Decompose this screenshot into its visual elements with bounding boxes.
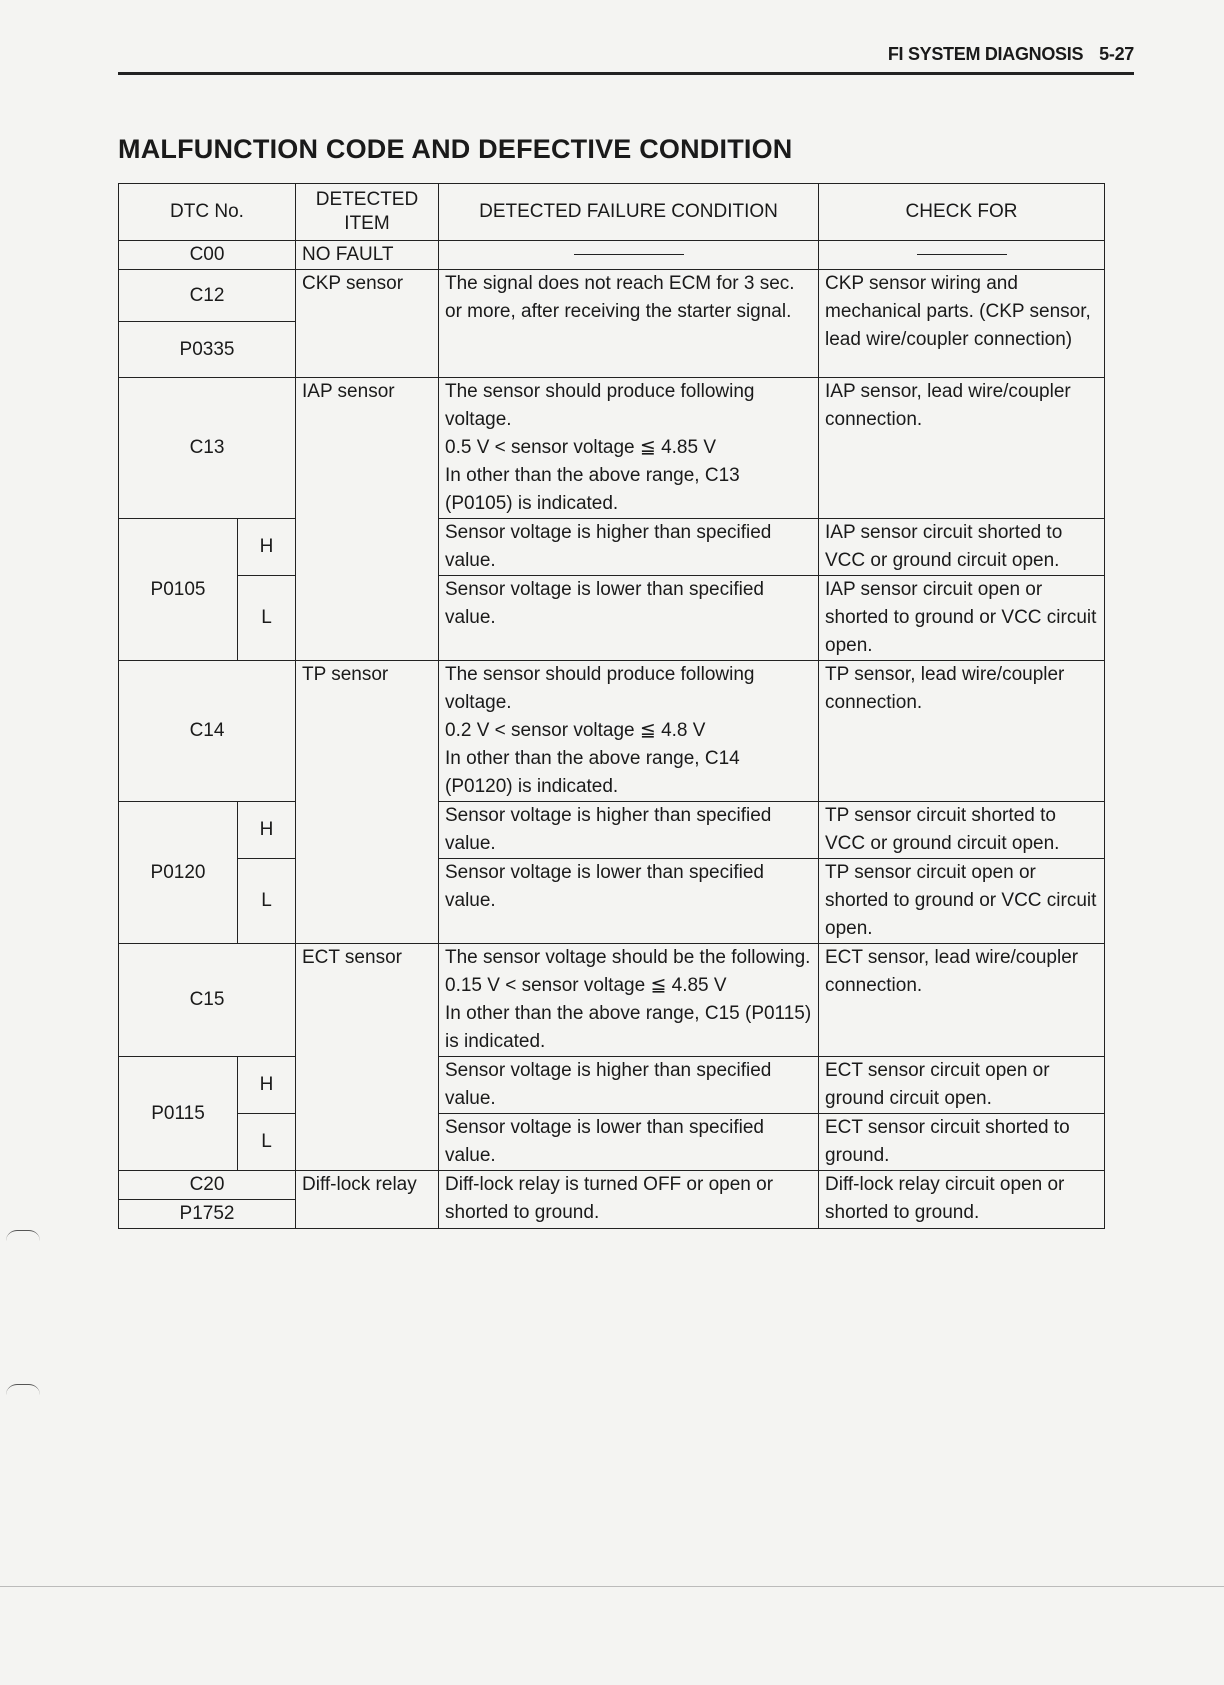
dtc-table (118, 183, 1105, 1229)
detected-item: Diff-lock relay (296, 1171, 439, 1229)
dtc-code: P0120 (119, 802, 238, 944)
failure-condition (439, 944, 819, 1057)
col-header-dtc: DTC No. (119, 184, 296, 241)
table-row (119, 270, 1105, 322)
dtc-code: P0335 (119, 322, 296, 378)
table-row (119, 1171, 1105, 1200)
dtc-code: C20 (119, 1171, 296, 1200)
dash-cell (819, 241, 1105, 270)
condition-range: 0.5 V < sensor voltage ≦ 4.85 V (445, 437, 717, 458)
condition-range: 0.2 V < sensor voltage ≦ 4.8 V (445, 720, 706, 741)
check-for: ECT sensor, lead wire/coupler connection. (819, 944, 1105, 1057)
check-for: TP sensor circuit shorted to VCC or ground circuit open. (819, 802, 1105, 859)
failure-condition: Diff-lock relay is turned OFF or open or shorted to ground. (439, 1171, 819, 1229)
condition-line: In other than the above range, C15 (P0115) is indicated. (445, 1003, 812, 1052)
check-for: TP sensor circuit open or shorted to ground or VCC circuit open. (819, 859, 1105, 944)
dash-cell (439, 241, 819, 270)
failure-condition: Sensor voltage is lower than specified value. (439, 576, 819, 661)
check-for: IAP sensor circuit shorted to VCC or ground circuit open. (819, 519, 1105, 576)
condition-line: The sensor voltage should be the following. (445, 947, 811, 968)
detected-item: ECT sensor (296, 944, 439, 1171)
failure-condition (439, 378, 819, 519)
check-for: ECT sensor circuit open or ground circuit open. (819, 1057, 1105, 1114)
check-for: IAP sensor, lead wire/coupler connection. (819, 378, 1105, 519)
condition-line: The sensor should produce following voltage. (445, 664, 755, 713)
table-row (119, 944, 1105, 1057)
failure-condition: Sensor voltage is higher than specified value. (439, 802, 819, 859)
check-for: IAP sensor circuit open or shorted to ground or VCC circuit open. (819, 576, 1105, 661)
check-for: ECT sensor circuit shorted to ground. (819, 1114, 1105, 1171)
dtc-code: P0115 (119, 1057, 238, 1171)
level-label: H (238, 1057, 296, 1114)
level-label: L (238, 1114, 296, 1171)
section-title: FI SYSTEM DIAGNOSIS (887, 44, 1084, 64)
condition-line: In other than the above range, C13 (P0105) is indicated. (445, 465, 740, 514)
margin-mark (6, 1384, 40, 1395)
condition-line: In other than the above range, C14 (P0120) is indicated. (445, 748, 740, 797)
detected-item: IAP sensor (296, 378, 439, 661)
page-header (118, 44, 1134, 65)
dtc-code: P0105 (119, 519, 238, 661)
dtc-code: C14 (119, 661, 296, 802)
failure-condition: Sensor voltage is lower than specified value. (439, 859, 819, 944)
dtc-code: C12 (119, 270, 296, 322)
page-edge (0, 1586, 1224, 1587)
level-label: H (238, 519, 296, 576)
check-for: TP sensor, lead wire/coupler connection. (819, 661, 1105, 802)
col-header-check: CHECK FOR (819, 184, 1105, 241)
dtc-code: C00 (119, 241, 296, 270)
col-header-item: DETECTED ITEM (296, 184, 439, 241)
table-row (119, 802, 1105, 859)
failure-condition: Sensor voltage is lower than specified value. (439, 1114, 819, 1171)
failure-condition: The signal does not reach ECM for 3 sec. or more, after receiving the starter signal. (439, 270, 819, 378)
failure-condition: Sensor voltage is higher than specified value. (439, 1057, 819, 1114)
failure-condition: Sensor voltage is higher than specified value. (439, 519, 819, 576)
level-label: H (238, 802, 296, 859)
table-row (119, 1057, 1105, 1114)
check-for: CKP sensor wiring and mechanical parts. (CKP sensor, lead wire/coupler connection) (819, 270, 1105, 378)
table-row (119, 378, 1105, 519)
table-row (119, 661, 1105, 802)
col-header-condition: DETECTED FAILURE CONDITION (439, 184, 819, 241)
table-row (119, 241, 1105, 270)
condition-line: The sensor should produce following voltage. (445, 381, 755, 430)
detected-item: NO FAULT (296, 241, 439, 270)
page-title: MALFUNCTION CODE AND DEFECTIVE CONDITION (118, 134, 793, 164)
check-for: Diff-lock relay circuit open or shorted to ground. (819, 1171, 1105, 1229)
header-rule (118, 72, 1134, 75)
margin-mark (6, 1230, 40, 1241)
dtc-code: C13 (119, 378, 296, 519)
table-row (119, 859, 1105, 944)
dtc-code: P1752 (119, 1200, 296, 1229)
condition-range: 0.15 V < sensor voltage ≦ 4.85 V (445, 975, 727, 996)
table-header-row (119, 184, 1105, 241)
failure-condition (439, 661, 819, 802)
table-row (119, 519, 1105, 576)
level-label: L (238, 576, 296, 661)
table-row (119, 576, 1105, 661)
table-row (119, 1114, 1105, 1171)
dtc-code: C15 (119, 944, 296, 1057)
detected-item: CKP sensor (296, 270, 439, 378)
page-number: 5-27 (1099, 44, 1134, 64)
level-label: L (238, 859, 296, 944)
detected-item: TP sensor (296, 661, 439, 944)
